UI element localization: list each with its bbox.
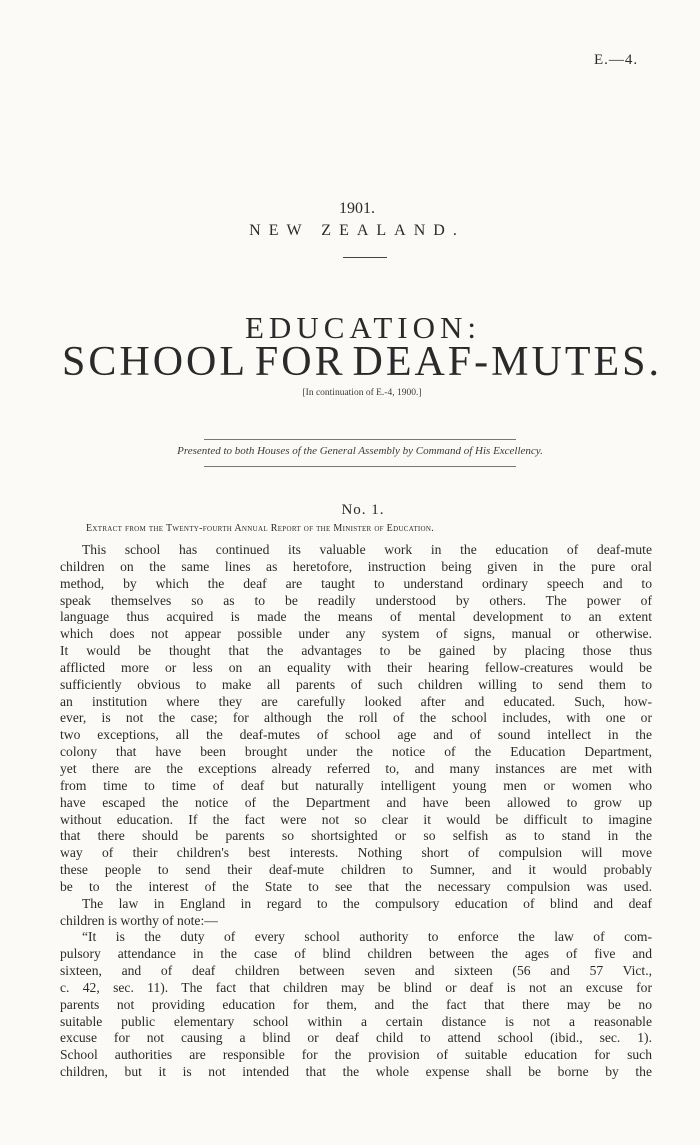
body-line: afflicted more or less on an equality with their hearing fellow-creatures would be [60,659,652,675]
title-word: SCHOOL [62,339,249,385]
body-line: speak themselves so as to be readily understood by others. The power of [60,592,652,608]
body-line: yet there are the exceptions already referred to, and many instances are met with [60,760,652,776]
body-line: be to the interest of the State to see that the necessary compulsion was used. [60,878,652,894]
title-word: FOR [254,339,346,385]
body-line: School authorities are responsible for the provision of suitable education for such [60,1047,652,1063]
title-line-1: EDUCATION: [245,310,481,345]
body-line: c. 42, sec. 11). The fact that children may be blind or deaf is not an excuse for [60,979,652,995]
body-line: which does not appear possible under any system of signs, manual or otherwise. [60,626,652,642]
presented-line: Presented to both Houses of the General Assembly by Command of His Excellency. [177,445,543,457]
divider-rule [204,439,516,440]
body-text [60,542,652,1081]
divider-rule [343,257,387,258]
body-line: colony that have been brought under the notice of the Education Department, [60,744,652,760]
body-line: excuse for not causing a blind or deaf child to attend school (ibid., sec. 1). [60,1030,652,1046]
continuation-note: [In continuation of E.-4, 1900.] [302,388,422,398]
body-line: The law in England in regard to the compulsory education of blind and deaf [82,895,652,911]
extract-text: Extract from the Twenty-fourth Annual Report of the Minister of Education. [86,523,435,534]
title-word: DEAF-MUTES. [352,339,662,385]
body-line: two exceptions, all the deaf-mutes of school age and of sound intellect in the [60,727,652,743]
body-line: “It is the duty of every school authority to enforce the law of com- [82,929,652,945]
body-line: from time to time of deaf but naturally intelligent young men or women who [60,777,652,793]
body-line: children is worthy of note:— [60,912,218,928]
body-line: sufficiently obvious to make all parents of such children willing to send them to [60,676,652,692]
body-line: This school has continued its valuable work in the education of deaf-mute [82,542,652,557]
divider-rule [204,466,516,467]
country-heading: NEW ZEALAND. [249,222,465,239]
body-line: have escaped the notice of the Department and have been allowed to grow up [60,794,652,810]
body-line: pulsory attendance in the case of blind children between the ages of five and [60,946,652,962]
body-line: way of their children's best interests. Nothing short of compulsion will move [60,845,652,861]
body-line: that there should be parents so shortsighted or so selfish as to stand in the [60,828,652,844]
body-line: children on the same lines as heretofore, instruction being given in the pure oral [60,558,652,574]
body-line: parents not providing education for them, and the fact that there may be no [60,996,652,1012]
page-reference: E.—4. [594,52,639,68]
body-line: ever, is not the case; for although the roll of the school includes, with one or [60,710,652,726]
body-line: sixteen, and of deaf children between seven and sixteen (56 and 57 Vict., [60,963,652,979]
publication-year: 1901. [339,200,375,217]
body-line: suitable public elementary school within a certain distance is not a reasonable [60,1013,652,1029]
body-line: It would be thought that the advantages to be gained by placing those thus [60,643,652,659]
section-number: No. 1. [341,502,385,518]
body-line: an institution where they are carefully looked after and educated. Such, how- [60,693,652,709]
body-line: these people to send their deaf-mute children to Sumner, and it would probably [60,862,652,878]
body-line: language thus acquired is made the means of mental development to an extent [60,609,652,625]
body-line: method, by which the deaf are taught to understand ordinary speech and to [60,575,652,591]
title-line-2 [62,338,662,386]
extract-heading [86,523,434,534]
body-line: children, but it is not intended that the whole expense shall be borne by the [60,1064,652,1080]
body-line: without education. If the fact were not so clear it would be difficult to imagine [60,811,652,827]
